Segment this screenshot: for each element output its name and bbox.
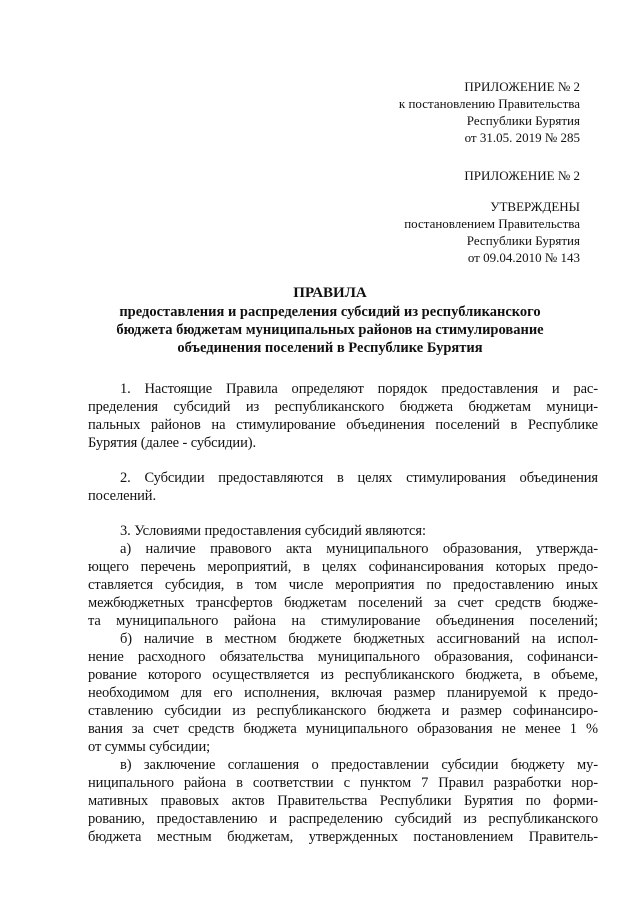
condition-b [88,630,598,756]
title-subtitle-line: бюджета бюджетам муниципальных районов на стимулирование [116,322,544,338]
text-line: необходимом для его исполнения, включая размер планируемой к предо- [88,685,598,701]
paragraph-2 [88,469,598,505]
title-subtitle-line: предоставления и распределения субсидий из республиканского [119,304,541,320]
text-line: в) заключение соглашения о предоставлении субсидии бюджету му- [120,757,598,773]
appendix-ref-line: Республики Бурятия [466,113,580,128]
document-body [88,380,598,846]
approved-label: УТВЕРЖДЕНЫ [490,199,580,214]
title-subtitle-line: объединения поселений в Республике Бурятия [177,340,483,356]
text-line: пальных районов на стимулирование объединения поселений в Республике [88,417,598,433]
text-line: бюджета местным бюджетам, утвержденных постановлением Правитель- [88,829,598,845]
appendix-header-original [464,167,580,184]
text-line: рованию, предоставлению и распределению субсидий из республиканского [88,811,598,827]
condition-a [88,540,598,630]
title-main: ПРАВИЛА [293,285,367,301]
text-line: ниципального района в соответствии с пунктом 7 Правил разработки нор- [88,775,598,791]
text-line: рование которого осуществляется из республиканского бюджета, в объеме, [88,667,598,683]
document-title [60,284,600,357]
text-line: 1. Настоящие Правила определяют порядок предоставления и рас- [120,381,598,397]
appendix-label: ПРИЛОЖЕНИЕ № 2 [464,168,580,183]
text-line: а) наличие правового акта муниципального образования, утвержда- [120,541,598,557]
paragraph-1 [88,380,598,452]
appendix-header-amending [399,78,580,146]
appendix-ref-line: от 31.05. 2019 № 285 [464,130,580,145]
text-line: нение расходного обязательства муниципального образования, софинанси- [88,649,598,665]
approval-ref-line: постановлением Правительства [404,216,580,231]
appendix-label: ПРИЛОЖЕНИЕ № 2 [464,79,580,94]
text-line: вания за счет средств бюджета муниципального образования не менее 1 % [88,721,598,737]
paragraph-3 [88,522,598,540]
approval-ref-line: Республики Бурятия [466,233,580,248]
text-line: пределения субсидий из республиканского бюджета бюджетам муници- [88,399,598,415]
text-line: 3. Условиями предоставления субсидий являются: [120,523,426,539]
approval-block [404,198,580,266]
text-line: ставляется субсидия, в том числе мероприятия по предоставлению иных [88,577,598,593]
approval-ref-line: от 09.04.2010 № 143 [467,250,580,265]
appendix-ref-line: к постановлению Правительства [398,96,580,111]
text-line: ставлению субсидии из республиканского бюджета и размер софинансиро- [88,703,598,719]
text-line: мативных правовых актов Правительства Республики Бурятия по форми- [88,793,598,809]
text-line: от суммы субсидии; [88,739,211,755]
text-line: б) наличие в местном бюджете бюджетных ассигнований на испол- [120,631,598,647]
text-line: ющего перечень мероприятий, в целях софинансирования которых предо- [88,559,598,575]
condition-v [88,756,598,846]
text-line: межбюджетных трансфертов бюджетам поселений за счет средств бюдже- [88,595,598,611]
text-line: поселений. [88,488,156,504]
text-line: Бурятия (далее - субсидии). [88,435,257,451]
text-line: 2. Субсидии предоставляются в целях стимулирования объединения [120,470,598,486]
text-line: та муниципального района на стимулирование объединения поселений; [88,613,598,629]
